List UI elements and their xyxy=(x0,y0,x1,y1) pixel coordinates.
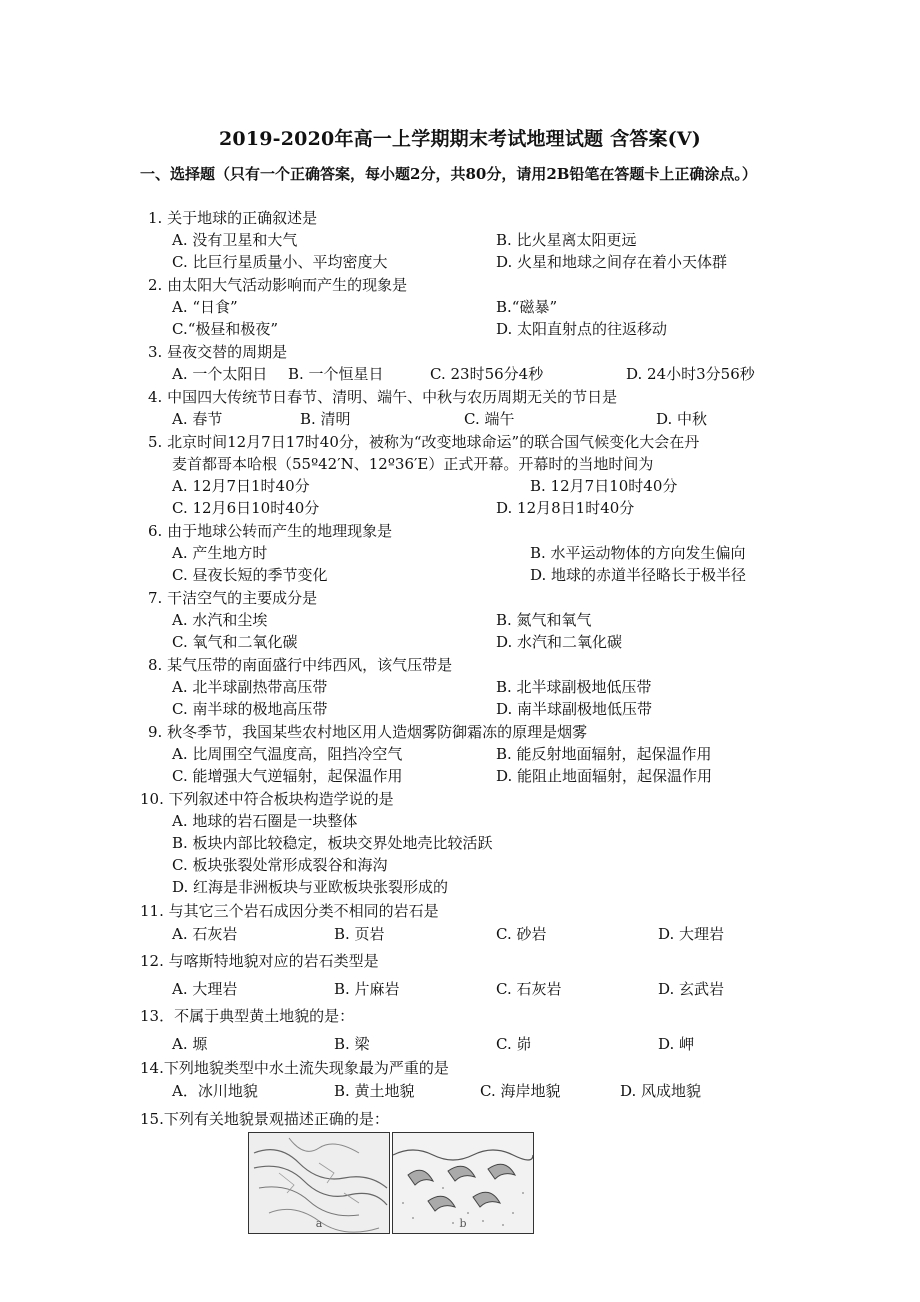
q13-option-d: D. 岬 xyxy=(658,1035,695,1053)
q6-option-a: A. 产生地方时 xyxy=(172,544,268,562)
q4-option-b: B. 清明 xyxy=(300,410,351,428)
q12-option-d: D. 玄武岩 xyxy=(658,980,725,998)
question-3: 3. 昼夜交替的周期是 xyxy=(148,343,288,361)
q4-option-d: D. 中秋 xyxy=(656,410,708,428)
question-15: 15.下列有关地貌景观描述正确的是： xyxy=(140,1110,389,1128)
q2-option-b: B.“磁暴” xyxy=(496,298,558,316)
question-13: 13．不属于典型黄土地貌的是： xyxy=(140,1007,355,1025)
q11-option-c: C. 砂岩 xyxy=(496,925,547,943)
q7-option-b: B. 氮气和氧气 xyxy=(496,611,592,629)
q3-option-b: B. 一个恒星日 xyxy=(288,365,384,383)
q9-option-d: D. 能阻止地面辐射，起保温作用 xyxy=(496,767,713,785)
q1-option-b: B. 比火星离太阳更远 xyxy=(496,231,637,249)
figure-panel-a xyxy=(248,1132,390,1234)
q5-option-b: B. 12月7日10时40分 xyxy=(530,477,678,495)
question-9: 9. 秋冬季节，我国某些农村地区用人造烟雾防御霜冻的原理是烟雾 xyxy=(148,723,588,741)
page-title: 2019-2020年高一上学期期末考试地理试题 含答案(V) xyxy=(219,128,701,150)
question-2: 2. 由太阳大气活动影响而产生的现象是 xyxy=(148,276,408,294)
q12-option-c: C. 石灰岩 xyxy=(496,980,562,998)
q6-option-b: B. 水平运动物体的方向发生偏向 xyxy=(530,544,746,562)
q4-option-a: A. 春节 xyxy=(172,410,223,428)
q9-option-b: B. 能反射地面辐射，起保温作用 xyxy=(496,745,712,763)
q13-option-a: A. 塬 xyxy=(172,1035,208,1053)
q1-option-d: D. 火星和地球之间存在着小天体群 xyxy=(496,253,728,271)
q12-option-b: B. 片麻岩 xyxy=(334,980,400,998)
q8-option-a: A. 北半球副热带高压带 xyxy=(172,678,328,696)
q1-option-c: C. 比巨行星质量小、平均密度大 xyxy=(172,253,388,271)
question-12: 12. 与喀斯特地貌对应的岩石类型是 xyxy=(140,952,379,970)
q9-option-a: A. 比周围空气温度高，阻挡冷空气 xyxy=(172,745,403,763)
q11-option-d: D. 大理岩 xyxy=(658,925,725,943)
q5-option-d: D. 12月8日1时40分 xyxy=(496,499,635,517)
figure-label-b: b xyxy=(459,1217,467,1230)
landform-figure xyxy=(248,1132,532,1246)
figure-panel-b xyxy=(392,1132,534,1234)
q6-option-d: D. 地球的赤道半径略长于极半径 xyxy=(530,566,747,584)
q2-option-a: A. “日食” xyxy=(172,298,238,316)
question-11: 11. 与其它三个岩石成因分类不相同的岩石是 xyxy=(140,902,439,920)
question-6: 6. 由于地球公转而产生的地理现象是 xyxy=(148,522,393,540)
q7-option-d: D. 水汽和二氧化碳 xyxy=(496,633,623,651)
question-7: 7. 干洁空气的主要成分是 xyxy=(148,589,318,607)
section-heading: 一、选择题（只有一个正确答案，每小题2分，共80分，请用2B铅笔在答题卡上正确涂点。） xyxy=(140,165,757,183)
q3-option-a: A. 一个太阳日 xyxy=(172,365,268,383)
q11-option-a: A. 石灰岩 xyxy=(172,925,238,943)
question-1: 1. 关于地球的正确叙述是 xyxy=(148,209,318,227)
q14-option-a: A．冰川地貌 xyxy=(172,1082,258,1100)
figure-label-a: a xyxy=(315,1217,323,1230)
question-8: 8. 某气压带的南面盛行中纬西风，该气压带是 xyxy=(148,656,453,674)
question-14: 14.下列地貌类型中水土流失现象最为严重的是 xyxy=(140,1059,449,1077)
q12-option-a: A. 大理岩 xyxy=(172,980,238,998)
q10-option-c: C. 板块张裂处常形成裂谷和海沟 xyxy=(172,856,388,874)
q8-option-b: B. 北半球副极地低压带 xyxy=(496,678,652,696)
question-5: 5. 北京时间12月7日17时40分，被称为“改变地球命运”的联合国气候变化大会在丹 xyxy=(148,433,700,451)
q6-option-c: C. 昼夜长短的季节变化 xyxy=(172,566,328,584)
q10-option-a: A. 地球的岩石圈是一块整体 xyxy=(172,812,358,830)
question-10: 10. 下列叙述中符合板块构造学说的是 xyxy=(140,790,394,808)
q14-option-d: D. 风成地貌 xyxy=(620,1082,702,1100)
q13-option-b: B. 梁 xyxy=(334,1035,370,1053)
q7-option-a: A. 水汽和尘埃 xyxy=(172,611,268,629)
q11-option-b: B. 页岩 xyxy=(334,925,385,943)
q4-option-c: C. 端午 xyxy=(464,410,515,428)
q8-option-d: D. 南半球副极地低压带 xyxy=(496,700,653,718)
q3-option-d: D. 24小时3分56秒 xyxy=(626,365,755,383)
q1-option-a: A. 没有卫星和大气 xyxy=(172,231,298,249)
q5-option-a: A. 12月7日1时40分 xyxy=(172,477,310,495)
q3-option-c: C. 23时56分4秒 xyxy=(430,365,544,383)
q2-option-c: C.“极昼和极夜” xyxy=(172,320,279,338)
question-5-line-2: 麦首都哥本哈根（55º42′N、12º36′E）正式开幕。开幕时的当地时间为 xyxy=(172,455,654,473)
q13-option-c: C. 峁 xyxy=(496,1035,532,1053)
q8-option-c: C. 南半球的极地高压带 xyxy=(172,700,328,718)
question-4: 4. 中国四大传统节日春节、清明、端午、中秋与农历周期无关的节日是 xyxy=(148,388,618,406)
q7-option-c: C. 氧气和二氧化碳 xyxy=(172,633,298,651)
q10-option-b: B. 板块内部比较稳定，板块交界处地壳比较活跃 xyxy=(172,834,493,852)
q14-option-c: C. 海岸地貌 xyxy=(480,1082,561,1100)
q10-option-d: D. 红海是非洲板块与亚欧板块张裂形成的 xyxy=(172,878,449,896)
q5-option-c: C. 12月6日10时40分 xyxy=(172,499,320,517)
q9-option-c: C. 能增强大气逆辐射，起保温作用 xyxy=(172,767,403,785)
q2-option-d: D. 太阳直射点的往返移动 xyxy=(496,320,668,338)
q14-option-b: B. 黄土地貌 xyxy=(334,1082,415,1100)
